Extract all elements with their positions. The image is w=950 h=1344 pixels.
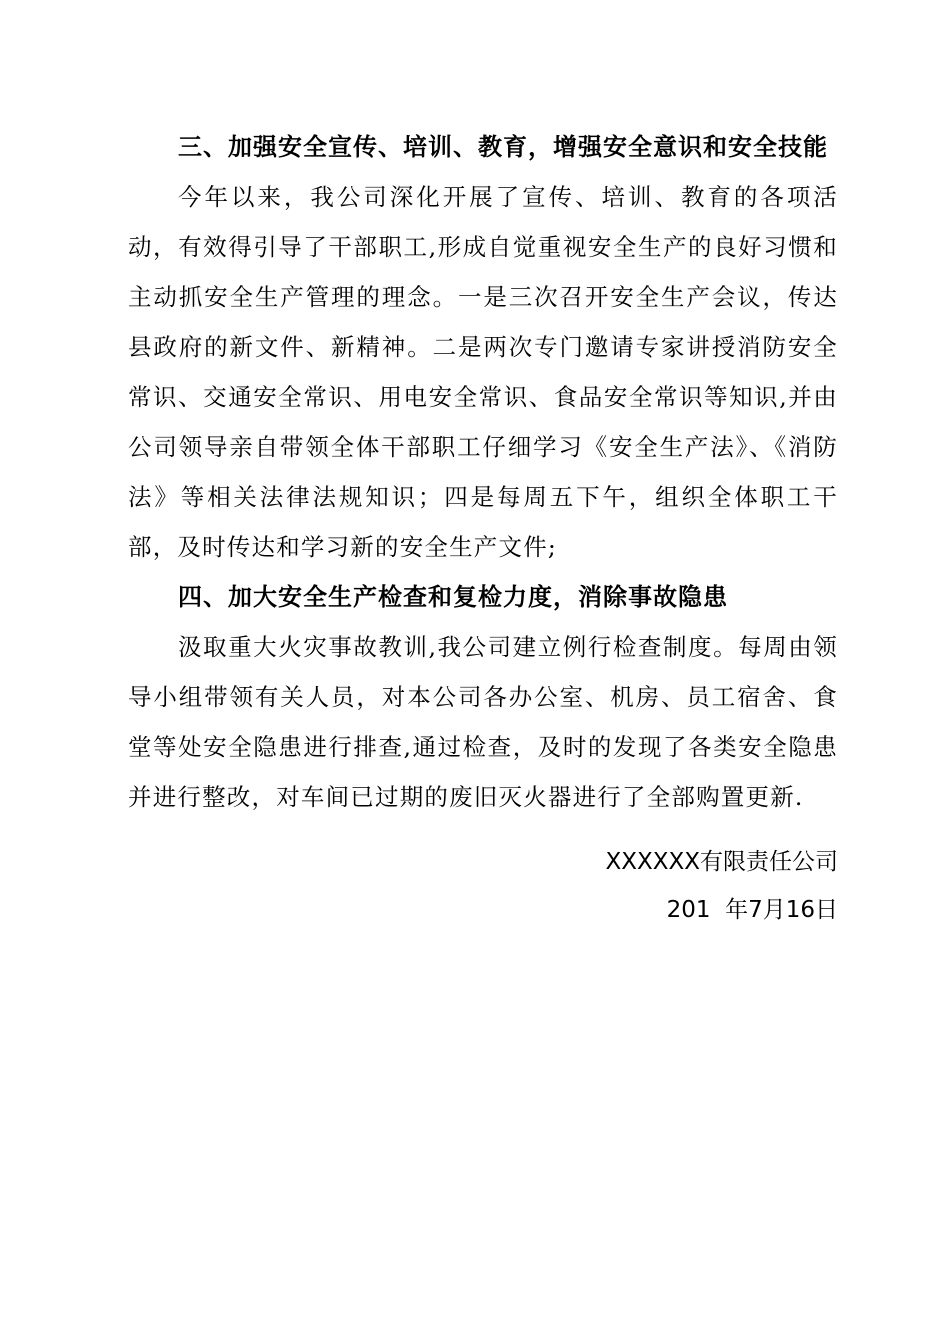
- signature-date: 201 年7月16日: [666, 897, 838, 923]
- section-body-4: 汲取重大火灾事故教训,我公司建立例行检查制度。每周由领导小组带领有关人员，对本公司各办公室、机房、员工宿舍、食堂等处安全隐患进行排查,通过检查，及时的发现了各类安全隐患并进行整改，对车间已过期的废旧灭火器进行了全部购置更新.: [128, 633, 838, 811]
- section-heading-4: 四、加大安全生产检查和复检力度，消除事故隐患: [178, 583, 728, 611]
- document-page: [128, 122, 838, 934]
- signature-block: [128, 838, 838, 934]
- section-body-3: 今年以来，我公司深化开展了宣传、培训、教育的各项活动，有效得引导了干部职工,形成自觉重视安全生产的良好习惯和主动抓安全生产管理的理念。一是三次召开安全生产会议，传达县政府的新文件、新精神。二是两次专门邀请专家讲授消防安全常识、交通安全常识、用电安全常识、食品安全常识等知识,并由公司领导亲自带领全体干部职工仔细学习《安全生产法》、《消防法》等相关法律法规知识；四是每周五下午，组织全体职工干部，及时传达和学习新的安全生产文件;: [128, 183, 838, 561]
- section-heading-3: 三、加强安全宣传、培训、教育，增强安全意识和安全技能: [178, 133, 828, 161]
- signature-company: XXXXXX有限责任公司: [605, 849, 838, 875]
